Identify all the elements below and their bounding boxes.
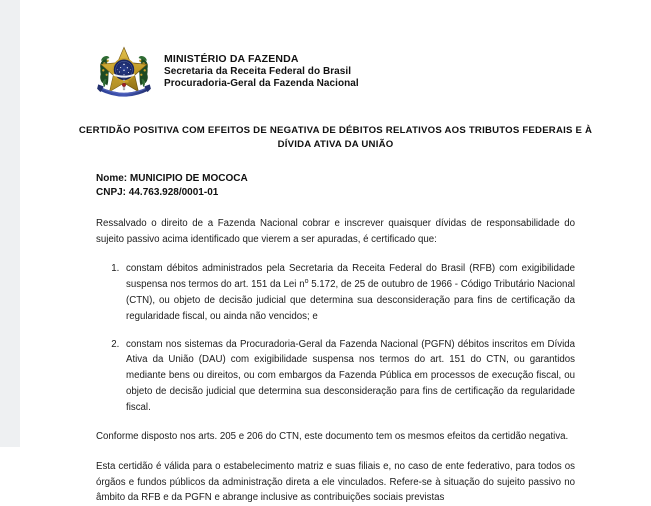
ministry-name: MINISTÉRIO DA FAZENDA [164,53,299,66]
taxpayer-name-row [96,172,651,186]
list-item [122,337,575,416]
name-value: MUNICIPIO DE MOCOCA [129,172,248,184]
certificate-title: CERTIDÃO POSITIVA COM EFEITOS DE NEGATIVA DE DÉBITOS RELATIVOS AOS TRIBUTOS FEDERAIS E À DÍVIDA ATIVA DA UNIÃO [78,125,593,151]
item-superscript: o [304,278,309,286]
attorney-general-name: Procuradoria-Geral da Fazenda Nacional [164,78,359,90]
validity-paragraph: Esta certidão é válida para o estabelecimento matriz e suas filiais e, no caso de ente federativo, para todos os órgãos e fundos públicos da administração direta a ele vinculados. Refere-se à situação do sujeito passivo no âmbito da RFB e da PGFN e abrange inclusive as contribuições sociais previstas [96,461,575,504]
list-item [122,261,575,325]
secretariat-name: Secretaria da Receita Federal do Brasil [164,66,352,78]
certificate-items-list [96,261,575,416]
cnpj-value: 44.763.928/0001-01 [128,186,219,198]
item-text-part1: constam débitos administrados pela Secretaria da Receita Federal do Brasil (RFB) com exigibilidade suspensa nos termos do art. 151 da Lei n [126,262,575,291]
name-label: Nome: [96,172,128,184]
document-page [20,0,651,504]
taxpayer-cnpj-row [96,186,651,200]
intro-paragraph: Ressalvado o direito de a Fazenda Nacional cobrar e inscrever quaisquer dívidas de responsabilidade do sujeito passivo acima identificado que vierem a ser apuradas, é certificado que: [96,218,575,245]
item-text-part1: constam nos sistemas da Procuradoria-Geral da Fazenda Nacional (PGFN) débitos inscritos em Dívida Ativa da União (DAU) com exigibilidade suspensa nos termos do art. 151 do CTN, ou garantidos mediante bens ou direitos, ou com embargos da Fazenda Pública em processos de execução fiscal, ou objeto de decisão judicial que determina sua desconsideração para fins de certificação da regularidade fiscal. [126,338,575,413]
taxpayer-identity [96,172,651,200]
document-header [20,0,651,100]
conforme-paragraph: Conforme disposto nos arts. 205 e 206 do CTN, este documento tem os mesmos efeitos da certidão negativa. [96,431,569,443]
cnpj-label: CNPJ: [96,186,127,198]
organization-block [164,53,359,90]
brazil-coat-of-arms-icon [96,44,152,100]
item-text-part2: 5.172, de 25 de outubro de 1966 - Código Tributário Nacional (CTN), ou objeto de decisão judicial que determina sua desconsideração para fins de certificação da regularidade fiscal, ou ainda não vencidos; e [126,279,575,322]
